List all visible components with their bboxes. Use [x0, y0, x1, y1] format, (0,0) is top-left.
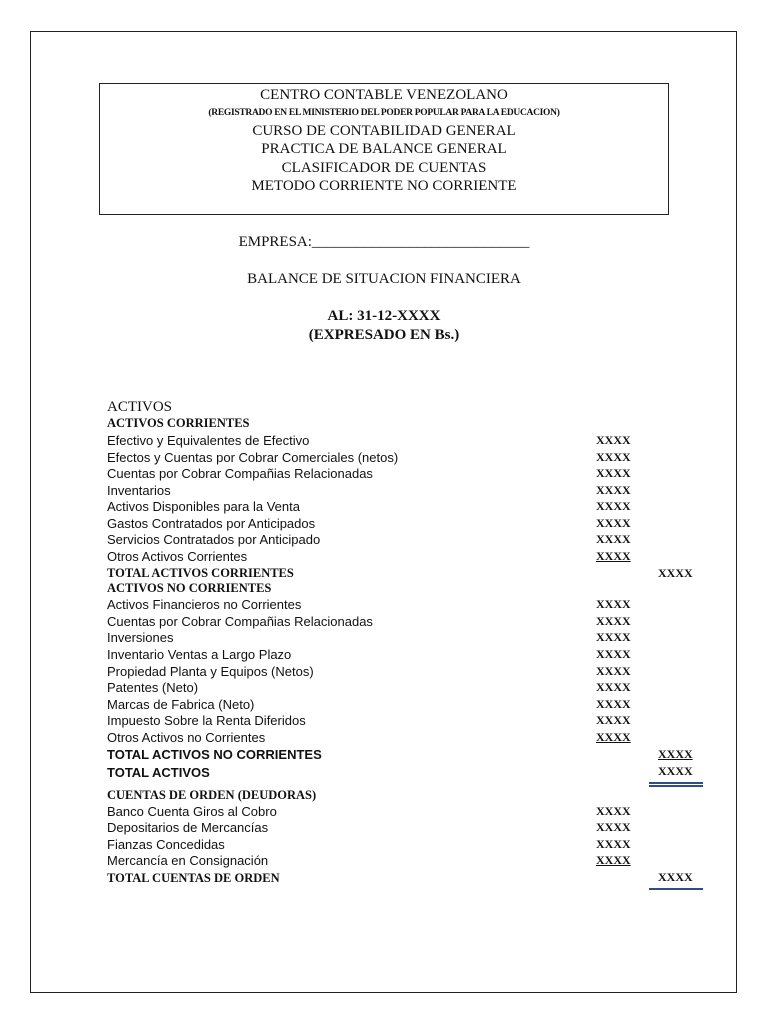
account-label: Cuentas por Cobrar Compañias Relacionadas [107, 466, 373, 481]
account-value: XXXX [596, 614, 631, 628]
statement-date: AL: 31-12-XXXX [327, 308, 441, 324]
memorandum-accounts-heading: CUENTAS DE ORDEN (DEUDORAS) [107, 788, 317, 802]
account-label: Depositarios de Mercancías [107, 820, 269, 835]
total-assets-label: TOTAL ACTIVOS [107, 765, 210, 780]
account-label: Fianzas Concedidas [107, 837, 225, 852]
current-assets-heading: ACTIVOS CORRIENTES [107, 416, 250, 430]
non-current-assets-total-value: XXXX [658, 747, 693, 761]
account-label: Inversiones [107, 630, 174, 645]
classifier-name: CLASIFICADOR DE CUENTAS [281, 160, 487, 176]
account-value: XXXX [596, 647, 631, 661]
account-value: XXXX [596, 549, 631, 563]
course-name: CURSO DE CONTABILIDAD GENERAL [252, 123, 516, 139]
account-value: XXXX [596, 697, 631, 711]
statement-title: BALANCE DE SITUACION FINANCIERA [247, 271, 521, 287]
current-assets-total-value: XXXX [658, 566, 693, 580]
account-value: XXXX [596, 853, 631, 867]
company-field: EMPRESA:_____________________________ [238, 234, 530, 250]
memorandum-accounts-total-label: TOTAL CUENTAS DE ORDEN [107, 871, 280, 885]
practice-name: PRACTICA DE BALANCE GENERAL [261, 141, 507, 157]
account-value: XXXX [596, 664, 631, 678]
header-box [99, 83, 669, 215]
method-name: METODO CORRIENTE NO CORRIENTE [251, 178, 517, 194]
account-label: Otros Activos Corrientes [107, 549, 248, 564]
account-value: XXXX [596, 597, 631, 611]
account-label: Efectivo y Equivalentes de Efectivo [107, 433, 310, 448]
institution-name: CENTRO CONTABLE VENEZOLANO [260, 87, 508, 103]
account-label: Inventarios [107, 483, 171, 498]
account-value: XXXX [596, 630, 631, 644]
account-value: XXXX [596, 680, 631, 694]
current-assets-total-label: TOTAL ACTIVOS CORRIENTES [107, 566, 294, 580]
account-value: XXXX [596, 713, 631, 727]
account-value: XXXX [596, 730, 631, 744]
account-label: Efectos y Cuentas por Cobrar Comerciales (netos) [107, 450, 399, 465]
non-current-assets-total-label: TOTAL ACTIVOS NO CORRIENTES [107, 747, 322, 762]
account-label: Cuentas por Cobrar Compañias Relacionadas [107, 614, 373, 629]
account-label: Gastos Contratados por Anticipados [107, 516, 316, 531]
account-value: XXXX [596, 820, 631, 834]
account-label: Otros Activos no Corrientes [107, 730, 266, 745]
total-assets-value: XXXX [658, 764, 693, 778]
account-value: XXXX [596, 837, 631, 851]
institution-registration: (REGISTRADO EN EL MINISTERIO DEL PODER POPULAR PARA LA EDUCACION) [208, 108, 560, 118]
account-value: XXXX [596, 499, 631, 513]
account-label: Banco Cuenta Giros al Cobro [107, 804, 277, 819]
double-underline [649, 782, 703, 787]
memorandum-accounts-total-value: XXXX [658, 870, 693, 884]
account-label: Activos Financieros no Corrientes [107, 597, 302, 612]
account-value: XXXX [596, 483, 631, 497]
account-label: Impuesto Sobre la Renta Diferidos [107, 713, 306, 728]
account-value: XXXX [596, 450, 631, 464]
non-current-assets-heading: ACTIVOS NO CORRIENTES [107, 581, 272, 595]
account-label: Propiedad Planta y Equipos (Netos) [107, 664, 314, 679]
account-label: Activos Disponibles para la Venta [107, 499, 300, 514]
assets-heading: ACTIVOS [107, 399, 173, 415]
account-label: Marcas de Fabrica (Neto) [107, 697, 255, 712]
total-underline [649, 888, 703, 890]
account-label: Inventario Ventas a Largo Plazo [107, 647, 292, 662]
account-label: Mercancía en Consignación [107, 853, 269, 868]
account-label: Servicios Contratados por Anticipado [107, 532, 321, 547]
account-label: Patentes (Neto) [107, 680, 199, 695]
account-value: XXXX [596, 516, 631, 530]
account-value: XXXX [596, 433, 631, 447]
account-value: XXXX [596, 532, 631, 546]
account-value: XXXX [596, 804, 631, 818]
account-value: XXXX [596, 466, 631, 480]
currency-note: (EXPRESADO EN Bs.) [308, 327, 460, 343]
